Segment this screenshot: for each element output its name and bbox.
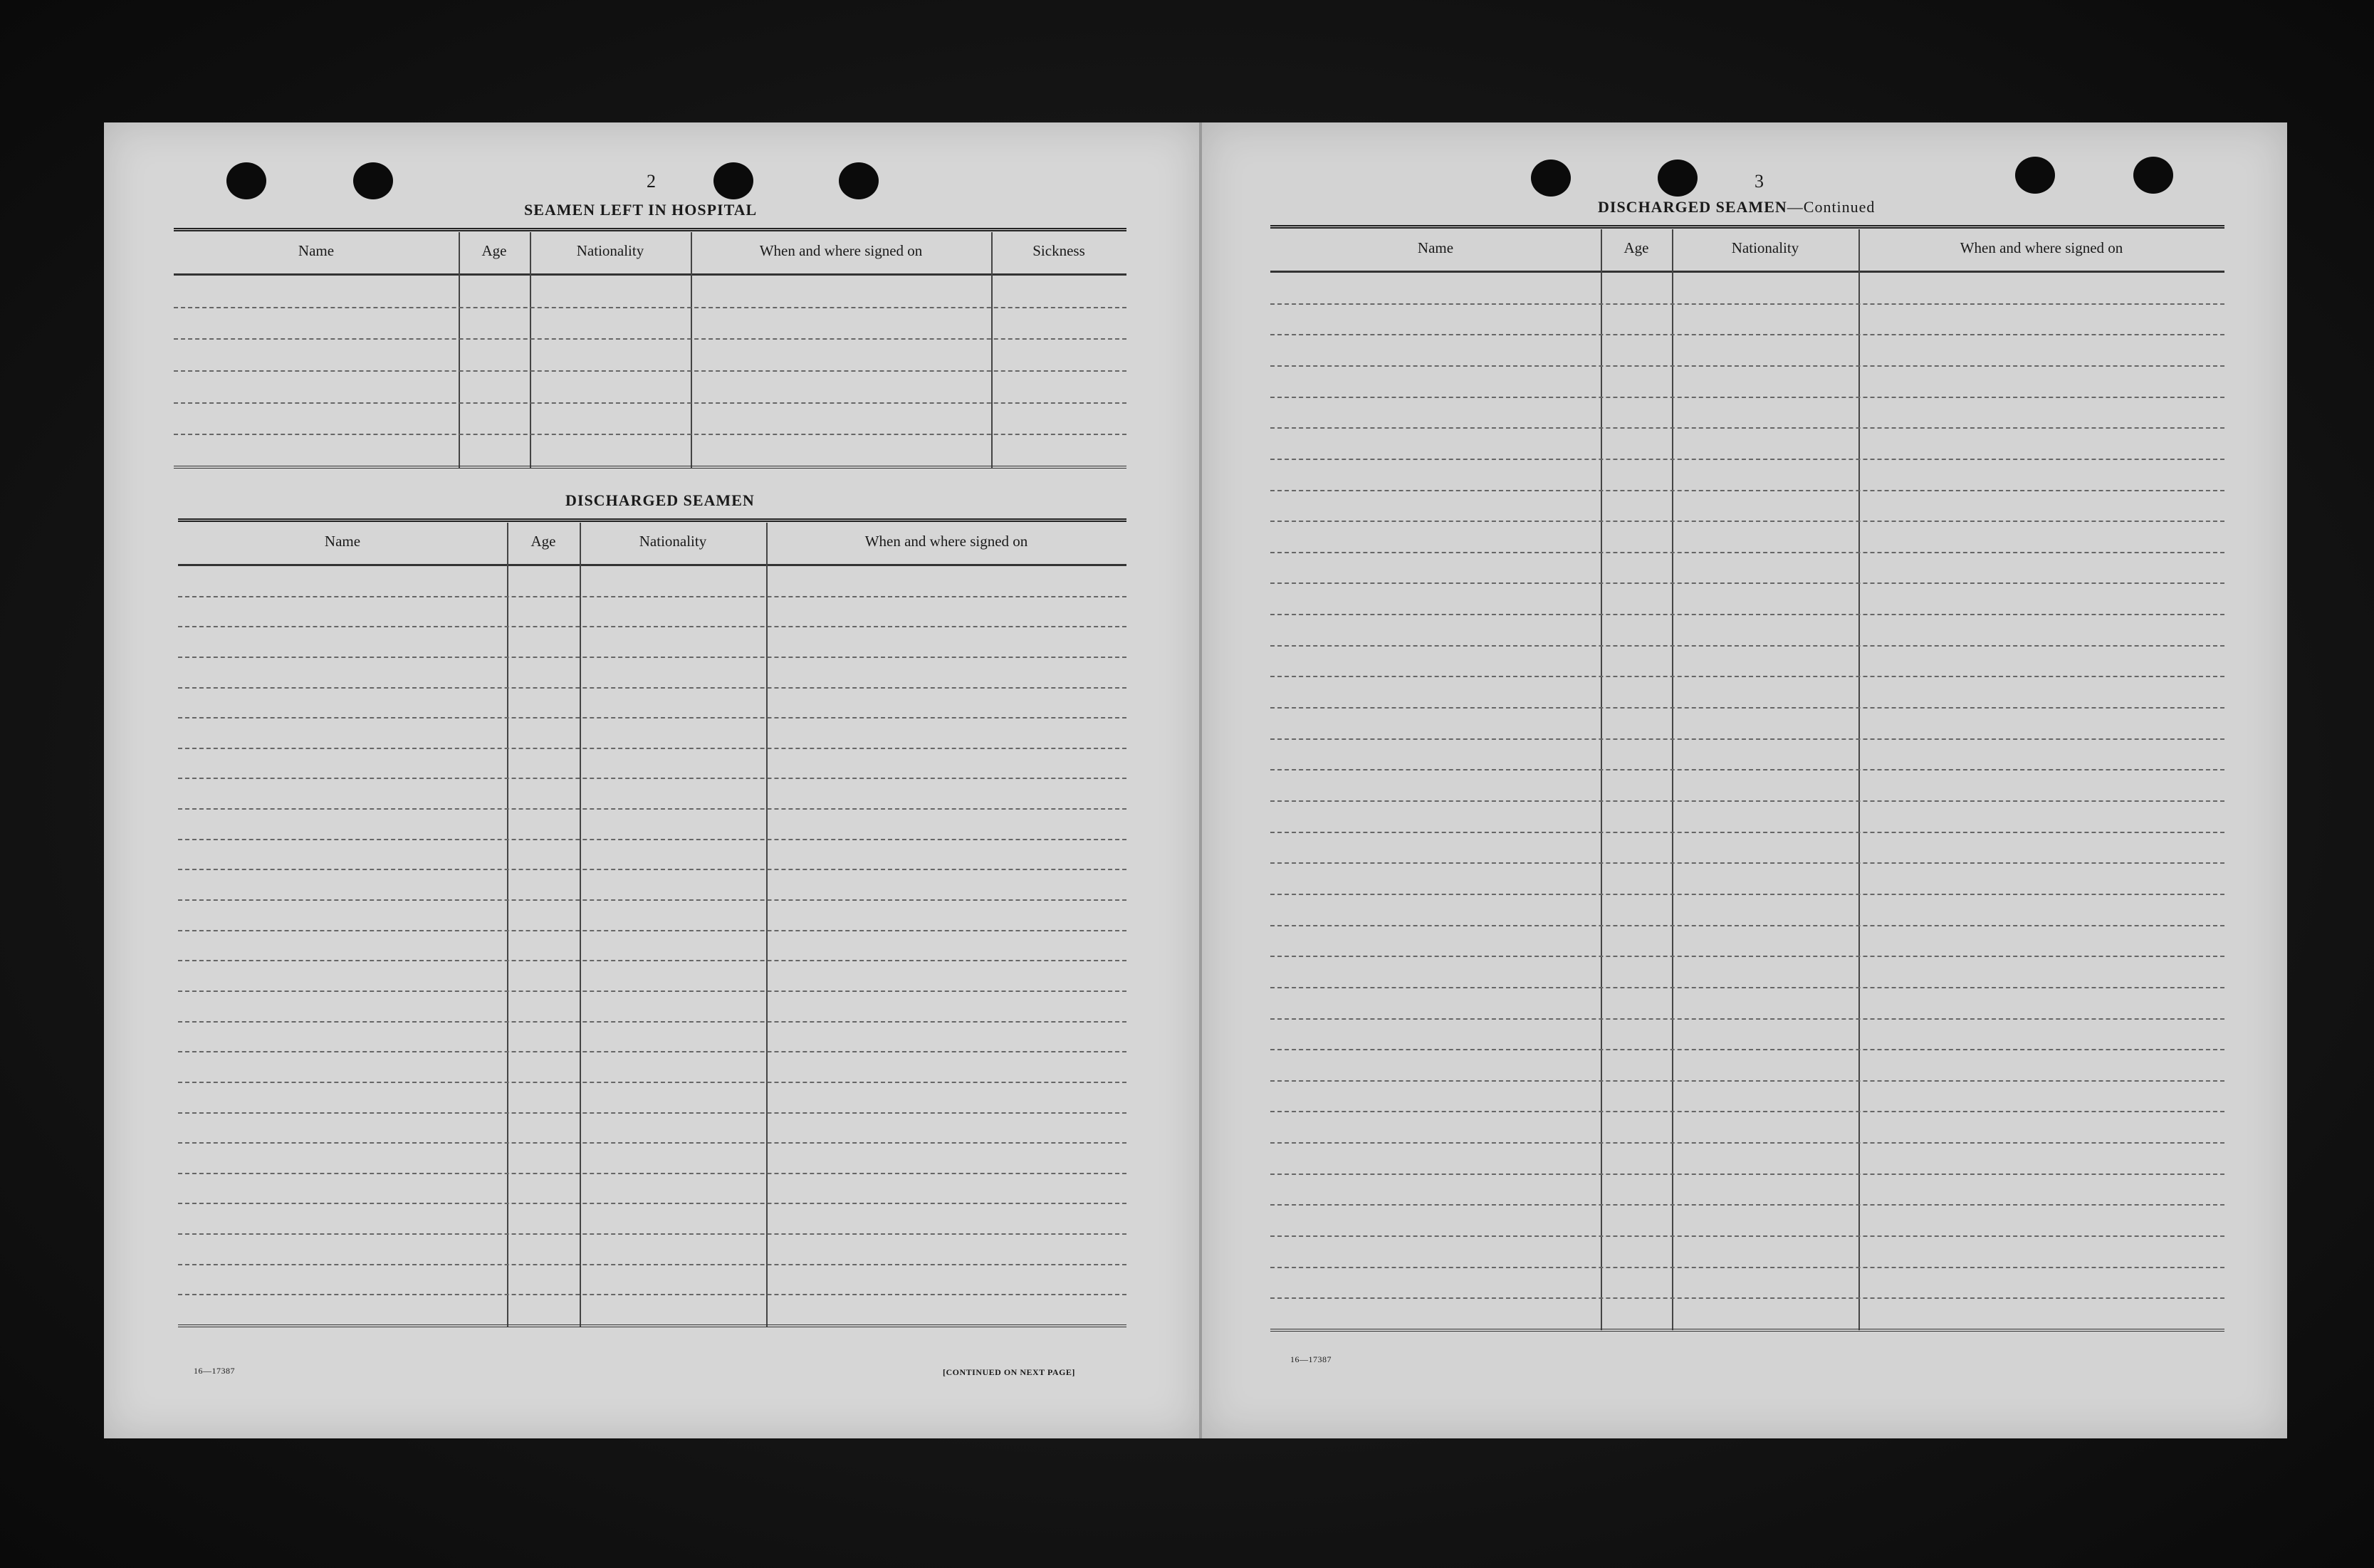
table-row-line — [1270, 1111, 2224, 1112]
punch-hole — [1658, 160, 1698, 197]
table-row-line — [1270, 303, 2224, 305]
punch-hole — [2015, 157, 2055, 194]
column-divider — [766, 523, 768, 1327]
table-row-line — [1270, 1204, 2224, 1206]
table-row-line — [1270, 1018, 2224, 1020]
column-divider — [1601, 229, 1602, 1330]
table-row-line — [1270, 1267, 2224, 1268]
table-row-line — [1270, 397, 2224, 398]
table-row-line — [1270, 925, 2224, 926]
col-header-signed-on: When and where signed on — [864, 533, 1028, 550]
table-row-line — [1270, 987, 2224, 988]
col-header-signed-on: When and where signed on — [1960, 239, 2123, 256]
table-row-line — [178, 1203, 1126, 1204]
table-row-line — [174, 402, 1126, 404]
table-row-line — [178, 1021, 1126, 1023]
table-row-line — [178, 687, 1126, 689]
table-row-line — [178, 960, 1126, 961]
table-row-line — [178, 748, 1126, 749]
table-row-line — [178, 1082, 1126, 1083]
col-header-nationality: Nationality — [1731, 239, 1799, 256]
table-row-line — [1270, 956, 2224, 957]
hospital-table — [174, 228, 1126, 479]
table-row-line — [178, 626, 1126, 627]
table-row-line — [178, 1051, 1126, 1052]
col-header-age: Age — [481, 242, 507, 259]
right-page — [1202, 122, 2287, 1438]
punch-hole — [353, 162, 393, 199]
table-row-line — [1270, 490, 2224, 491]
table-top-rule — [178, 518, 1126, 522]
col-header-name: Name — [298, 242, 335, 259]
table-row-line — [178, 596, 1126, 597]
col-header-nationality: Nationality — [576, 242, 644, 259]
table-row-line — [1270, 365, 2224, 367]
table-bottom-rule — [178, 1324, 1126, 1327]
form-number: 16—17387 — [1290, 1354, 1332, 1364]
col-header-name: Name — [324, 533, 361, 550]
table-row-line — [174, 307, 1126, 308]
table-row-line — [1270, 894, 2224, 895]
table-row-line — [1270, 1049, 2224, 1050]
section-title-hospital: SEAMEN LEFT IN HOSPITAL — [524, 201, 758, 219]
table-row-line — [1270, 862, 2224, 864]
section-title-main: DISCHARGED SEAMEN — [1598, 198, 1787, 216]
table-row-line — [1270, 614, 2224, 615]
table-row-line — [178, 930, 1126, 931]
col-header-name: Name — [1417, 239, 1454, 256]
form-number: 16—17387 — [194, 1366, 235, 1376]
table-row-line — [1270, 769, 2224, 770]
table-row-line — [1270, 832, 2224, 833]
table-top-rule — [1270, 225, 2224, 229]
punch-hole — [713, 162, 753, 199]
table-row-line — [178, 808, 1126, 810]
table-row-line — [1270, 707, 2224, 709]
column-divider — [580, 523, 581, 1327]
section-title-discharged-continued — [1598, 198, 1875, 216]
column-divider — [507, 523, 508, 1327]
table-row-line — [1270, 738, 2224, 740]
table-row-line — [1270, 521, 2224, 522]
punch-hole — [226, 162, 266, 199]
table-row-line — [1270, 1174, 2224, 1175]
table-row-line — [178, 717, 1126, 718]
table-row-line — [174, 370, 1126, 372]
table-row-line — [1270, 800, 2224, 802]
section-title-suffix: —Continued — [1787, 198, 1876, 216]
header-rule — [1270, 271, 2224, 273]
page-number: 2 — [647, 171, 656, 192]
table-row-line — [1270, 676, 2224, 677]
punch-hole — [1531, 160, 1571, 197]
col-header-signed-on: When and where signed on — [759, 242, 923, 259]
left-page — [104, 122, 1199, 1438]
punch-hole — [839, 162, 879, 199]
table-row-line — [1270, 1080, 2224, 1082]
table-row-line — [1270, 1235, 2224, 1237]
table-row-line — [174, 338, 1126, 340]
section-title-discharged: DISCHARGED SEAMEN — [565, 491, 755, 509]
header-rule — [178, 564, 1126, 566]
table-row-line — [178, 1142, 1126, 1144]
table-row-line — [1270, 1142, 2224, 1144]
col-header-sickness: Sickness — [1032, 242, 1085, 259]
table-bottom-rule — [1270, 1329, 2224, 1332]
punch-hole — [2133, 157, 2173, 194]
col-header-nationality: Nationality — [639, 533, 707, 550]
table-row-line — [178, 1294, 1126, 1295]
table-row-line — [1270, 582, 2224, 584]
table-row-line — [178, 657, 1126, 658]
table-row-line — [1270, 1297, 2224, 1299]
discharged-table — [178, 518, 1126, 1337]
table-row-line — [1270, 334, 2224, 335]
table-row-line — [178, 991, 1126, 992]
column-divider — [1858, 229, 1860, 1330]
table-bottom-rule — [174, 466, 1126, 469]
header-rule — [174, 273, 1126, 276]
continued-note: [CONTINUED ON NEXT PAGE] — [943, 1367, 1075, 1377]
table-top-rule — [174, 228, 1126, 231]
table-row-line — [178, 899, 1126, 901]
table-row-line — [178, 869, 1126, 870]
page-number: 3 — [1755, 171, 1764, 192]
table-row-line — [1270, 645, 2224, 647]
table-row-line — [178, 1233, 1126, 1235]
column-divider — [1672, 229, 1673, 1330]
discharged-continued-table — [1270, 225, 2224, 1336]
table-row-line — [1270, 459, 2224, 460]
table-row-line — [178, 1264, 1126, 1265]
table-row-line — [1270, 552, 2224, 553]
table-row-line — [178, 839, 1126, 840]
table-row-line — [1270, 427, 2224, 429]
table-row-line — [178, 778, 1126, 779]
table-row-line — [174, 434, 1126, 435]
col-header-age: Age — [1623, 239, 1649, 256]
col-header-age: Age — [530, 533, 556, 550]
table-row-line — [178, 1173, 1126, 1174]
table-row-line — [178, 1112, 1126, 1114]
